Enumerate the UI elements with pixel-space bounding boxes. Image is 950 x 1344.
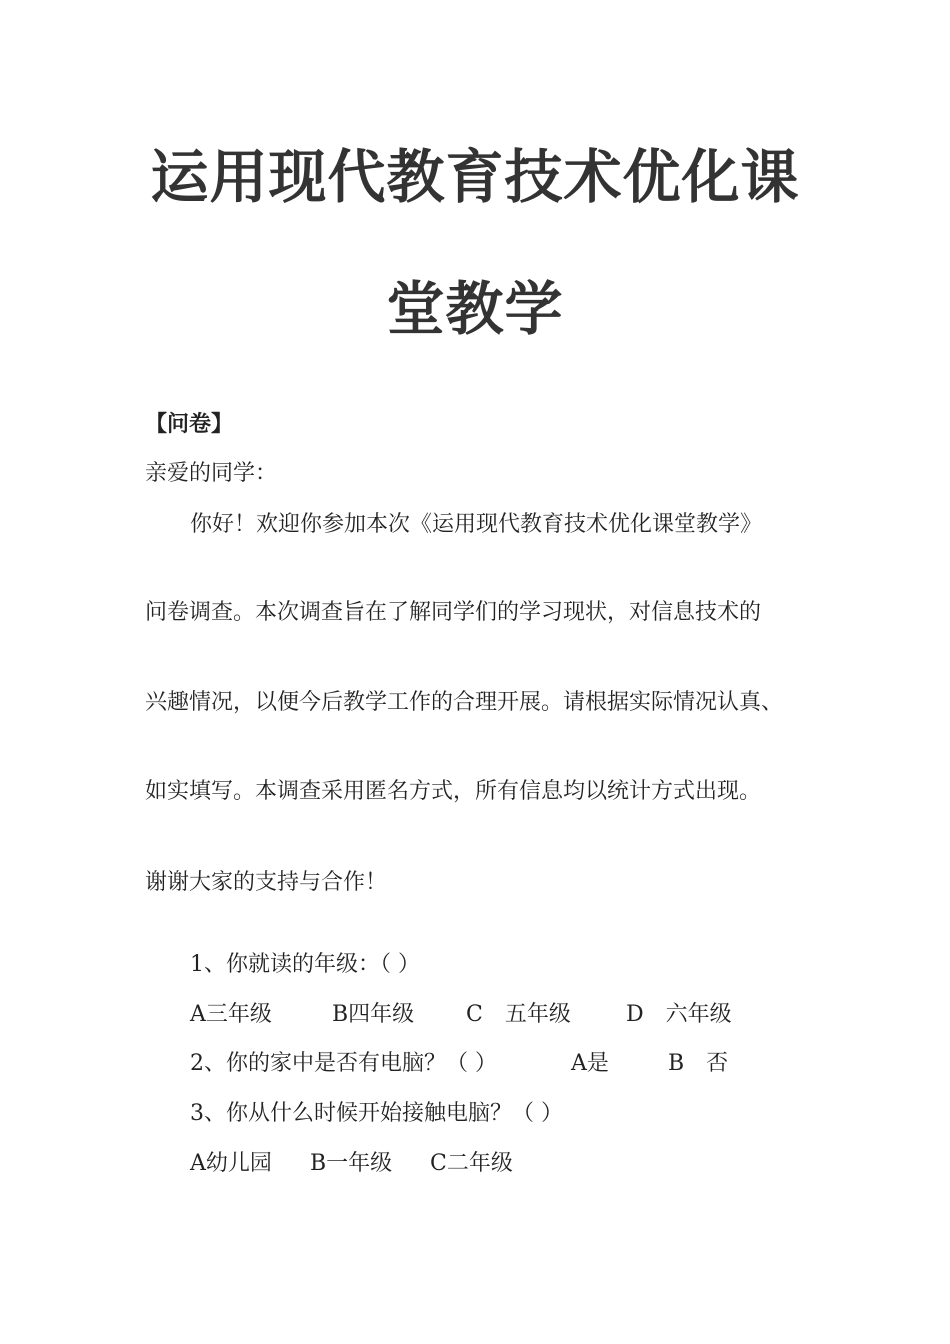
- document-title-line-1: 运用现代教育技术优化课: [150, 143, 800, 211]
- question-3-option-a: A幼儿园: [190, 1151, 272, 1176]
- question-1-text: 1、你就读的年级：（ ）: [190, 952, 420, 977]
- question-3-text: 3、你从什么时候开始接触电脑？（ ）: [190, 1101, 563, 1126]
- section-heading: 【问卷】: [145, 412, 234, 437]
- question-2-option-b: B 否: [668, 1051, 729, 1076]
- question-1-option-b: B四年级: [332, 1002, 415, 1027]
- salutation: 亲爱的同学：: [145, 461, 278, 486]
- intro-line: 你好！欢迎你参加本次《运用现代教育技术优化课堂教学》: [190, 512, 763, 537]
- document-title-line-2: 堂教学: [386, 275, 564, 343]
- question-1-option-c: C 五年级: [466, 1002, 571, 1027]
- question-1-option-a: A三年级: [190, 1002, 272, 1027]
- question-3-option-c: C二年级: [430, 1151, 513, 1176]
- intro-line: 谢谢大家的支持与合作！: [145, 870, 388, 895]
- question-2-option-a: A是: [571, 1051, 609, 1076]
- intro-line: 如实填写。本调查采用匿名方式，所有信息均以统计方式出现。: [145, 779, 762, 804]
- question-2-text: 2、你的家中是否有电脑？（ ）: [190, 1051, 497, 1076]
- intro-line: 问卷调查。本次调查旨在了解同学们的学习现状，对信息技术的: [145, 600, 762, 625]
- intro-line: 兴趣情况，以便今后教学工作的合理开展。请根据实际情况认真、: [145, 690, 784, 715]
- question-1-option-d: D 六年级: [626, 1002, 732, 1027]
- question-3-option-b: B一年级: [310, 1151, 393, 1176]
